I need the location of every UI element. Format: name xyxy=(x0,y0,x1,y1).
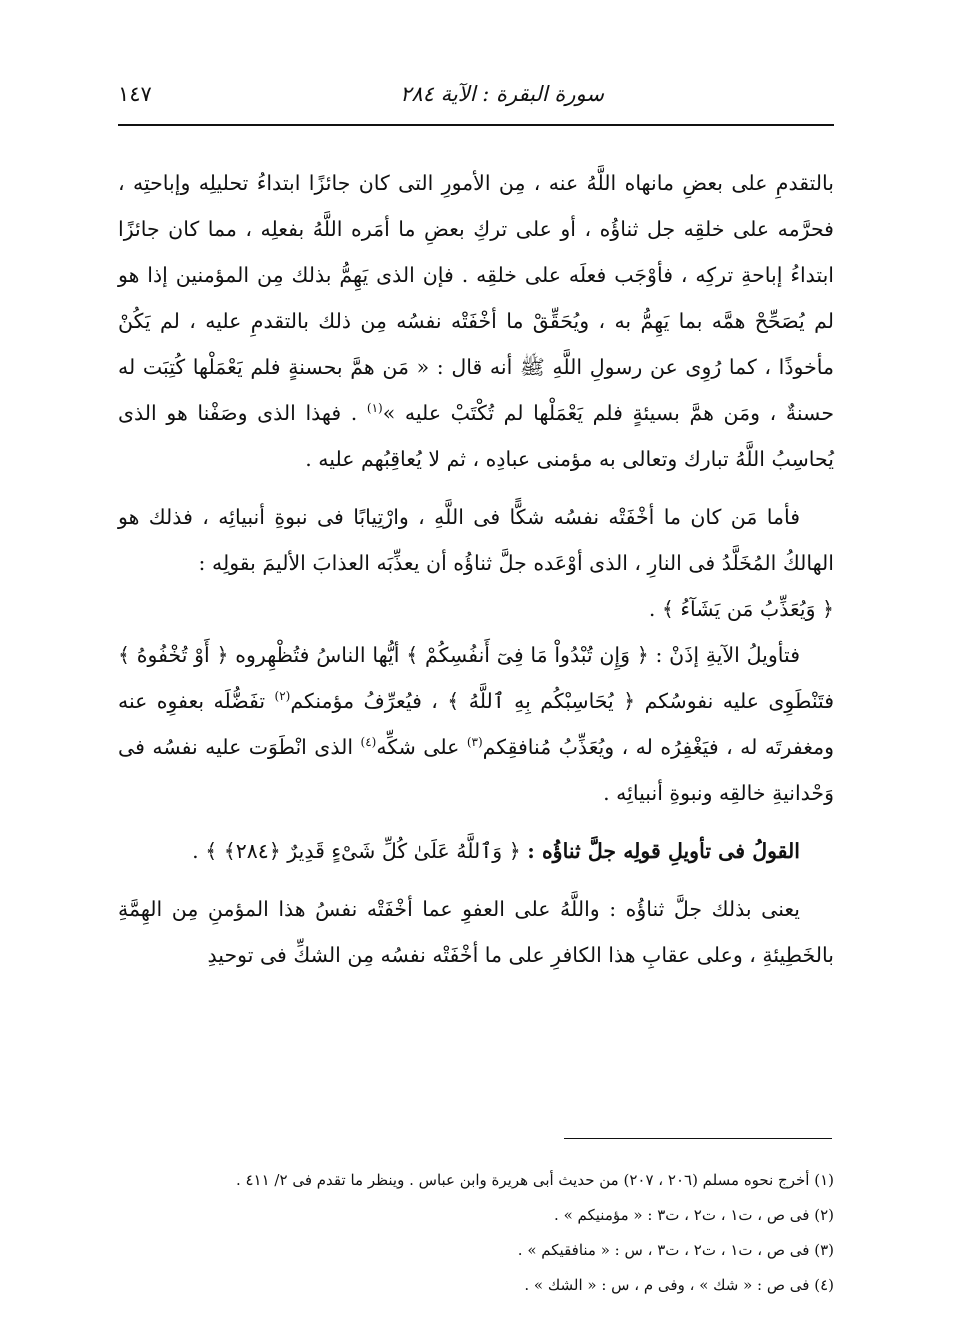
footnote-divider xyxy=(564,1138,832,1139)
quran-verse-line xyxy=(118,586,834,632)
paragraph-2 xyxy=(118,494,834,586)
paragraph-1-text: بالتقدمِ على بعضِ مانهاه اللَّهُ عنه ، مِن الأمورِ التى كان جائزًا ابتداءُ تحليلِه وإباحتِه ، فحرَّمه على خلقِه جل ثناؤُه ، أو على تركِ بعضِ ما أمَره اللَّهُ بفعلِه ، مما كان جائزًا ابتداءُ إباحةِ تركِه ، فأوْجَب فعلَه على خلقِه . فإن الذى يَهِمُّ بذلك مِن المؤمنين إذا هو لم يُصَحِّحْ همَّه بما يَهِمُّ به ، ويُحَقِّقْ ما أخْفَتْه نفسُه مِن ذلك بالتقدمِ عليه ، لم يَكُنْ مأخوذًا ، كما رُوِى عن رسولِ اللَّهِ ﷺ أنه قال : « مَن همَّ بحسنةٍ فلم يَعْمَلْها كُتِبَت له حسنةٌ ، ومَن همَّ بسيئةٍ فلم يَعْمَلْها لم تُكْتَبْ عليه » xyxy=(118,171,834,425)
paragraph-4 xyxy=(118,886,834,978)
main-text xyxy=(118,160,834,978)
paragraph-3-text-b: تفَضُّلَه بعفوِه عنه ومغفرتَه له ، فيَغْفِرُه له ، ويُعَذِّبُ مُنافقِكم xyxy=(118,689,834,759)
quran-verse-text: ﴿ وَيُعَذِّبُ مَن يَشَآءُ ﴾ . xyxy=(648,597,834,621)
paragraph-1 xyxy=(118,160,834,482)
footnote-ref-4: (٤) xyxy=(360,735,377,750)
paragraph-3-text-c: على شكِّه xyxy=(376,735,467,759)
section-heading-text: القولُ فى تأويلِ قولِه جلَّ ثناؤُه : xyxy=(527,839,800,863)
surah-verse-title: سورة البقرة : الآية ٢٨٤ xyxy=(400,82,604,106)
section-heading-verse: ﴿ وَٱللَّهُ عَلَىٰ كُلِّ شَىْءٍ قَدِيرٌ ﴿٢٨٤﴾ ﴾ . xyxy=(192,839,528,863)
footnote-ref-2: (٢) xyxy=(274,689,291,704)
footnote-2: (٢) فى ص ، ت١ ، ت٢ ، ت٣ : « مؤمنيكم » . xyxy=(554,1206,834,1224)
footnote-ref-3: (٣) xyxy=(466,735,483,750)
page-number: ١٤٧ xyxy=(118,82,152,106)
paragraph-2-text: فأما مَن كان ما أخْفَتْه نفسُه شكًّا فى اللَّهِ ، وارْتِيابًا فى نبوةِ أنبيائِه ، فذلك هو الهالكُ المُخَلَّدُ فى النارِ ، الذى أوْعَده جلَّ ثناؤُه أن يعذِّبَه العذابَ الأليمَ بقولِه : xyxy=(118,505,834,575)
header-divider xyxy=(118,124,834,126)
paragraph-3 xyxy=(118,632,834,816)
paragraph-4-text: يعنى بذلك جلَّ ثناؤُه : واللَّهُ على العفوِ عما أخْفَتْه نفسُ هذا المؤمنِ مِن الهِمَّةِ بالخَطِيئةِ ، وعلى عقابِ هذا الكافرِ على ما أخْفَتْه نفسُه مِن الشكِّ فى توحيدِ xyxy=(118,897,834,967)
running-header xyxy=(118,82,834,112)
footnotes xyxy=(118,1163,834,1303)
paragraph-3-text-a: فتأويلُ الآيةِ إذَنْ : ﴿ وَإِن تُبْدُواْ مَا فِىٓ أَنفُسِكُمْ ﴾ أيُّها الناسُ فتُظْهِروه ﴿ أَوْ تُخْفُوهُ ﴾ فتَنْطَوِى عليه نفوسُكم ﴿ يُحَاسِبْكُم بِهِ ٱللَّهُ ﴾ ، فيُعرِّفُ مؤمنكم xyxy=(118,643,834,713)
section-heading xyxy=(118,828,834,874)
footnote-3: (٣) فى ص ، ت١ ، ت٢ ، ت٣ ، س : « منافقيكم » . xyxy=(517,1241,834,1259)
paragraph-3-text-d: الذى انْطَوَت عليه نفسُه فى وَحْدانيةِ خالقِه ونبوةِ أنبيائِه . xyxy=(118,735,834,805)
footnote-4: (٤) فى ص : « شك » ، وفى م ، س : « الشك » . xyxy=(524,1276,834,1294)
footnote-1: (١) أخرج نحوه مسلم (٢٠٦ ، ٢٠٧) من حديث أبى هريرة وابن عباس . وينظر ما تقدم فى ٢/ ٤١١ . xyxy=(235,1171,834,1189)
footnote-ref-1: (١) xyxy=(366,401,383,416)
paragraph-1-end: . فهذا الذى وصَفْنا هو الذى يُحاسِبُ اللَّهُ تبارك وتعالى به مؤمنى عبادِه ، ثم لا يُعاقِبُهم عليه . xyxy=(118,401,834,471)
